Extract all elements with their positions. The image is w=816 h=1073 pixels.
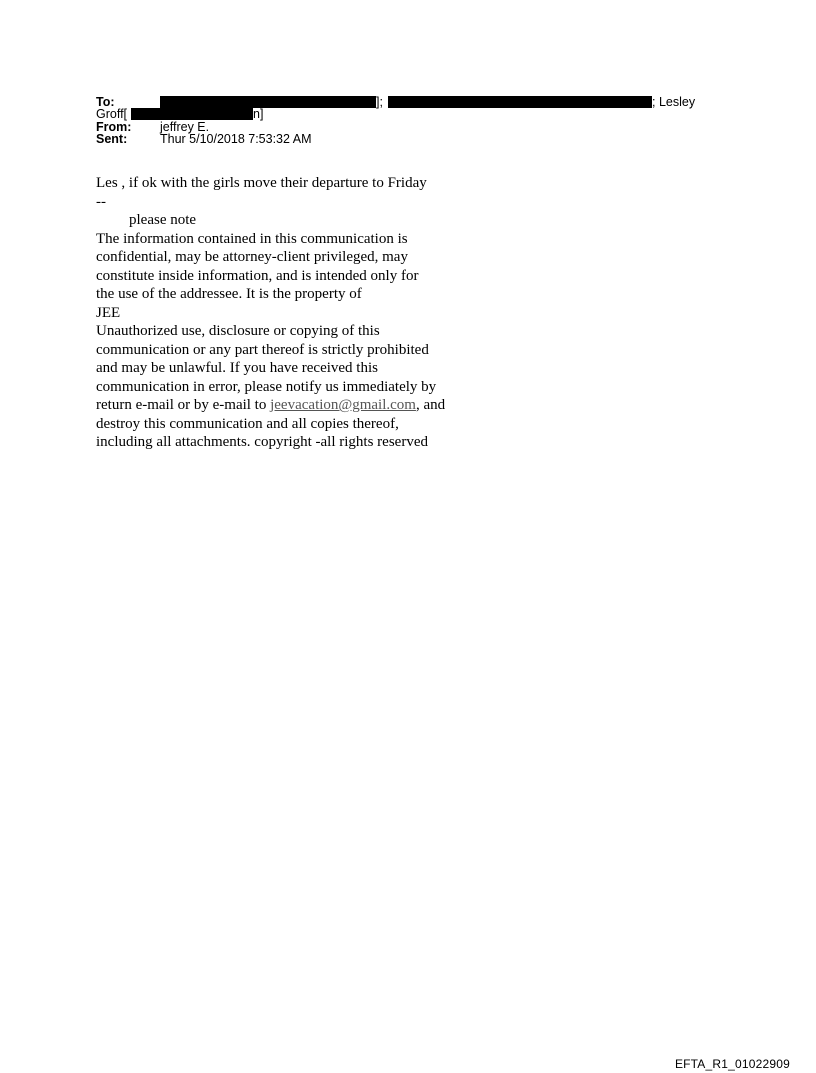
from-value: jeffrey E. (160, 119, 210, 134)
document-id: EFTA_R1_01022909 (674, 1057, 790, 1071)
disclaimer-line (96, 396, 496, 415)
disclaimer-line: confidential, may be attorney-client privileged, may (96, 249, 408, 265)
disclaimer-line: constitute inside information, and is intended only for (96, 267, 419, 284)
email-header (96, 96, 716, 146)
disclaimer-text: , and (415, 397, 446, 413)
disclaimer-line: destroy this communication and all copies thereof, (96, 415, 399, 432)
redaction-block (388, 96, 652, 108)
disclaimer-line: and may be unlawful. If you have received this (96, 360, 378, 376)
to-recipient-name: ; Lesley (652, 95, 696, 109)
disclaimer-heading: please note (129, 212, 197, 228)
disclaimer-line: including all attachments. copyright -all rights reserved (96, 434, 428, 450)
disclaimer-line: the use of the addressee. It is the property of (96, 286, 362, 302)
from-label: From: (96, 119, 132, 134)
to-recipient-prefix: Groff[ (96, 107, 128, 122)
to-separator: ]; (376, 95, 383, 109)
disclaimer-text: return e-mail or by e-mail to (96, 397, 271, 413)
sent-row (96, 133, 716, 145)
signature-separator: -- (96, 193, 106, 210)
to-row-continued (96, 108, 716, 120)
message-text: Les , if ok with the girls move their departure to Friday (96, 175, 427, 191)
to-recipient-suffix: n] (253, 107, 264, 122)
redaction-block (160, 96, 376, 108)
to-label: To: (96, 95, 115, 109)
sent-label: Sent: (96, 132, 128, 147)
email-link[interactable]: jeevacation@gmail.com (270, 397, 416, 413)
redaction-block (131, 108, 253, 120)
to-row (96, 96, 716, 108)
disclaimer-line: The information contained in this communication is (96, 230, 408, 247)
disclaimer-line: communication or any part thereof is strictly prohibited (96, 341, 429, 358)
disclaimer-line: JEE (96, 304, 121, 321)
sent-value: Thur 5/10/2018 7:53:32 AM (160, 132, 312, 147)
email-body (96, 174, 496, 452)
disclaimer-line: communication in error, please notify us immediately by (96, 378, 437, 395)
disclaimer-line: Unauthorized use, disclosure or copying of this (96, 323, 380, 339)
